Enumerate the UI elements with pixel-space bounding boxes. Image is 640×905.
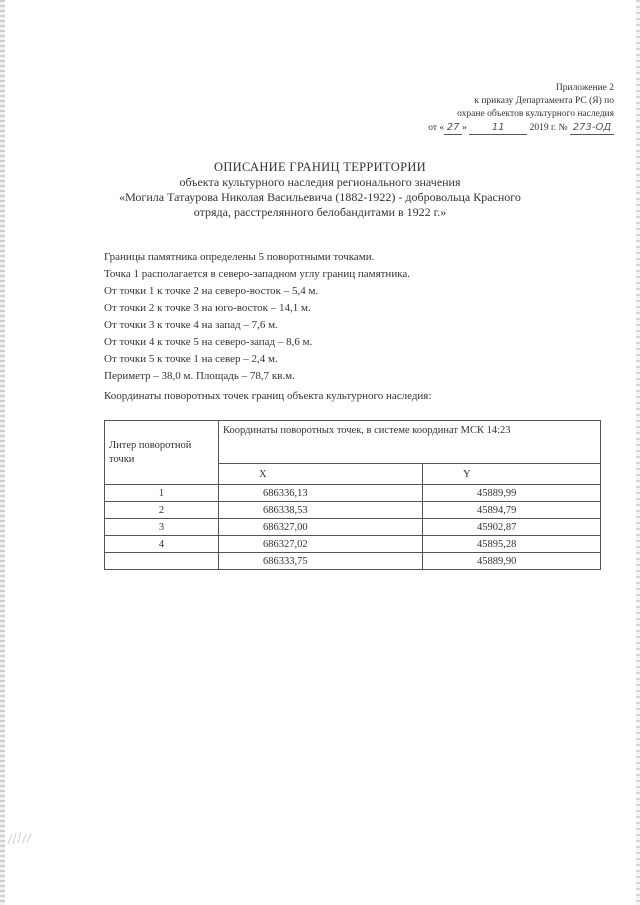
description-line: От точки 5 к точке 1 на север – 2,4 м. [104,353,278,365]
table-row [105,553,601,570]
x-value: 686333,75 [219,553,423,570]
title-line-2: объекта культурного наследия регионального значения [179,175,461,189]
annex-order-ref: к приказу Департамента РС (Я) по [474,96,614,106]
y-value: 45894,79 [423,502,601,519]
header-x: X [219,464,423,485]
x-value: 686327,00 [219,519,423,536]
date-year: 2019 г. № [529,123,568,133]
annex-date-line [374,121,614,135]
scan-edge-right [636,0,640,905]
description-line: От точки 1 к точке 2 на северо-восток – 5,4 м. [104,285,319,297]
point-label: 2 [105,502,219,519]
scan-noise-icon [6,828,34,848]
table-row [105,519,601,536]
header-coordinate-system: Координаты поворотных точек, в системе координат МСК 14:23 [219,421,601,464]
x-value: 686327,02 [219,536,423,553]
table-row [105,485,601,502]
description-line: От точки 3 к точке 4 на запад – 7,6 м. [104,319,278,331]
point-label: 3 [105,519,219,536]
date-prefix: от « [428,123,445,133]
scan-edge-left [0,0,5,905]
table-header-row [105,421,601,464]
y-value: 45889,99 [423,485,601,502]
header-point-label: Литер поворотной точки [105,421,219,485]
description-line: Периметр – 38,0 м. Площадь – 78,7 кв.м. [104,370,295,382]
date-day: 27 [444,121,462,135]
annex-department: охране объектов культурного наследия [457,109,614,119]
x-value: 686336,13 [219,485,423,502]
description-line: Точка 1 располагается в северо-западном углу границ памятника. [104,268,411,280]
scan-artifact [6,828,36,850]
coordinates-caption: Координаты поворотных точек границ объекта культурного наследия: [104,390,432,402]
point-label [105,553,219,570]
y-value: 45895,28 [423,536,601,553]
table-row [105,536,601,553]
description-line: От точки 2 к точке 3 на юго-восток – 14,1 м. [104,302,311,314]
description-line: Границы памятника определены 5 поворотными точками. [104,251,375,263]
table-row [105,502,601,519]
document-title [100,160,540,220]
y-value: 45902,87 [423,519,601,536]
date-mid: » [462,123,467,133]
annex-header [374,82,614,135]
annex-title: Приложение 2 [555,83,614,93]
boundary-description [104,249,544,385]
point-label: 1 [105,485,219,502]
title-line-1: ОПИСАНИЕ ГРАНИЦ ТЕРРИТОРИИ [214,160,426,174]
title-line-3: «Могила Татаурова Николая Васильевича (1882-1922) - добровольца Красного [119,190,521,204]
order-number: 273-ОД [570,121,614,135]
date-month: 11 [469,121,527,135]
coordinates-table [104,420,601,570]
x-value: 686338,53 [219,502,423,519]
title-line-4: отряда, расстрелянного белобандитами в 1922 г.» [193,205,447,219]
y-value: 45889,90 [423,553,601,570]
description-line: От точки 4 к точке 5 на северо-запад – 8,6 м. [104,336,313,348]
point-label: 4 [105,536,219,553]
header-y: Y [423,464,601,485]
